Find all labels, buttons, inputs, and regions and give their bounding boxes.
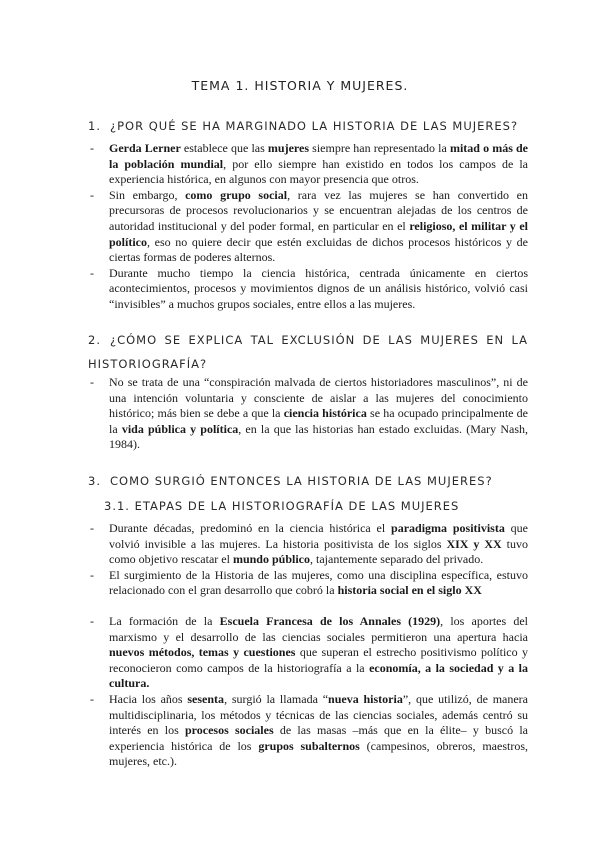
text-run: que volvió invisible a las mujeres. La historia positivista de los siglos [109, 521, 528, 551]
text-run: , tajantemente separado del privado. [310, 552, 484, 567]
text-run: , en la que las historias han estado excluidas. (Mary Nash, 1984). [109, 421, 528, 452]
section-3-number: 3. [88, 474, 101, 488]
section-2-list [88, 375, 528, 453]
bold-text: ciencia histórica [283, 406, 367, 421]
text-run: siempre han representado la [309, 141, 450, 155]
text-run: La formación de la [109, 614, 220, 628]
text-run: que superan el estrecho positivismo político y reconocieron como campos de la historiografía a la [109, 645, 528, 675]
text-run: El surgimiento de la Historia de las mujeres, como una disciplina específica, estuvo relacionado con el gran desarrollo que cobró la [109, 567, 528, 598]
list-item-text [109, 188, 528, 264]
text-run: (campesinos, obreros, maestros, mujeres, etc.). [109, 738, 528, 769]
list-item-text [109, 266, 528, 311]
bold-text: economía, a la sociedad y a la cultura. [109, 660, 529, 691]
text-run: ”, que utilizó, de manera multidisciplinaria, los métodos y técnicas de las ciencias sociales, además centró su interés en los [109, 691, 529, 738]
bold-text: grupos subalternos [258, 738, 360, 753]
page-title: TEMA 1. HISTORIA Y MUJERES. [191, 78, 409, 93]
list-item: - Gerda Lerner establece que las mujeres siempre han representado la mitad o más de la población mundial, por ello siempre han existido en todos los campos de la experiencia histórica, en algunos con mayor presencia que otros. [90, 141, 529, 187]
text-run: , surgió la llamada “ [224, 691, 329, 706]
list-item: - Durante mucho tiempo la ciencia histórica, centrada únicamente en ciertos acontecimientos, procesos y movimientos dignos de un análisis histórico, volvió casi “invisibles” a muchos grupos sociales, entre ellos a las mujeres. [90, 265, 528, 311]
section-2-number: 2. [88, 333, 101, 347]
section-2-heading [88, 328, 528, 376]
bold-text: Escuela Francesa de los Annales (1929) [219, 614, 441, 628]
list-item: - Sin embargo, como grupo social, rara vez las mujeres se han convertido en precursoras de procesos revolucionarios y se encuentran alejadas de los centros de autoridad institucional y del poder formal, en particular en el religioso, el militar y el político, eso no quiere decir que estén excluidas de dichos procesos históricos y de ciertas formas de poderes alternos. [90, 187, 529, 265]
list-item-text [109, 614, 528, 690]
section-3-title: COMO SURGIÓ ENTONCES LA HISTORIA DE LAS MUJERES? [110, 474, 493, 488]
list-item: - Durante décadas, predominó en la ciencia histórica el paradigma positivista que volvió invisible a las mujeres. La historia positivista de los siglos XIX y XX tuvo como objetivo rescatar el mundo público, tajantemente separado del privado. [90, 521, 528, 567]
bold-text: vida pública y política [121, 421, 239, 436]
bold-text: sesenta [187, 691, 225, 706]
text-run: , por ello siempre han existido en todos los campos de la experiencia histórica, en algunos con mayor presencia que otros. [109, 156, 528, 187]
bold-text: nueva historia [328, 691, 403, 706]
text-run: Durante mucho tiempo la ciencia histórica, centrada únicamente en ciertos acontecimientos, procesos y movimientos dignos de un análisis histórico, volvió casi “invisibles” a muchos grupos sociales, entre ellos a las mujeres. [109, 265, 528, 311]
bold-text: historia social en el siglo XX [337, 583, 482, 598]
list-item: - No se trata de una “conspiración malvada de ciertos historiadores masculinos”, ni de una intención voluntaria y consciente de aislar a las mujeres del conocimiento histórico; más bien se debe a que la ciencia histórica se ha ocupado principalmente de la vida pública y política, en la que las historias han estado excluidas. (Mary Nash, 1984). [90, 375, 528, 452]
section-3-list-continued [88, 614, 528, 770]
list-item-text [109, 375, 528, 451]
list-item-text [109, 568, 528, 598]
text-run: No se trata de una “conspiración malvada de ciertos historiadores masculinos”, ni de una intención voluntaria y consciente de aislar a las mujeres del conocimiento histórico; más bien se debe a que la [109, 375, 528, 421]
list-item: - Hacia los años sesenta, surgió la llamada “nueva historia”, que utilizó, de manera multidisciplinaria, los métodos y técnicas de las ciencias sociales, además centró su interés en los procesos sociales de las masas –más que en la élite– y buscó la experiencia histórica de los grupos subalternos (campesinos, obreros, maestros, mujeres, etc.). [90, 691, 529, 769]
bold-text: paradigma positivista [391, 521, 505, 535]
bold-text: Gerda Lerner [109, 141, 181, 155]
bold-text: mundo público [232, 552, 310, 567]
text-run: establece que las [180, 141, 268, 155]
list-item: - El surgimiento de la Historia de las mujeres, como una disciplina específica, estuvo relacionado con el gran desarrollo que cobró la historia social en el siglo XX [90, 567, 528, 598]
bold-text: XIX y XX [446, 536, 502, 551]
text-run: Durante décadas, predominó en la ciencia histórica el [109, 521, 392, 535]
bold-text: mujeres [267, 141, 310, 155]
text-run: se ha ocupado principalmente de la [109, 406, 528, 436]
list-item-text [109, 141, 528, 186]
section-1-number: 1. [88, 119, 101, 133]
bold-text: mitad o más de la población mundial [109, 141, 529, 171]
text-run: , eso no quiere decir que estén excluidas de dichos procesos históricos y de ciertas formas de poderes alternos. [109, 234, 528, 265]
bold-text: como grupo social [185, 187, 288, 202]
section-3-list [88, 521, 528, 599]
bold-text: procesos sociales [184, 723, 274, 738]
section-1-list [88, 141, 528, 313]
section-1-heading [88, 119, 528, 133]
section-1-title: ¿POR QUÉ SE HA MARGINADO LA HISTORIA DE LAS MUJERES? [110, 119, 519, 133]
list-item-text [109, 692, 528, 768]
section-2-title: ¿CÓMO SE EXPLICA TAL EXCLUSIÓN DE LAS MUJERES EN LA HISTORIOGRAFÍA? [88, 333, 528, 371]
list-item-text [109, 521, 528, 566]
section-3-heading [88, 474, 528, 488]
text-run: tuvo como objetivo rescatar el [109, 536, 528, 567]
text-run: , los aportes del marxismo y el desarrollo de las ciencias sociales permitieron una apertura hacia [109, 614, 528, 644]
text-run: Hacia los años [109, 691, 188, 706]
text-run: de las masas –más que en la élite– y buscó la experiencia histórica de los [109, 723, 528, 753]
bold-text: religioso, el militar y el político [109, 218, 529, 249]
text-run: Sin embargo, [109, 187, 186, 202]
subsection-3-1-heading: 3.1. ETAPAS DE LA HISTORIOGRAFÍA DE LAS MUJERES [104, 499, 460, 513]
bold-text: nuevos métodos, temas y cuestiones [109, 645, 296, 660]
text-run: , rara vez las mujeres se han convertido en precursoras de procesos revolucionarios y se encuentran alejadas de los centros de autoridad institucional y del poder formal, en particular en el [109, 187, 528, 233]
list-item: - La formación de la Escuela Francesa de los Annales (1929), los aportes del marxismo y el desarrollo de las ciencias sociales permitieron una apertura hacia nuevos métodos, temas y cuestiones que superan el estrecho positivismo político y reconocieron como campos de la historiografía a la economía, a la sociedad y a la cultura. [90, 614, 529, 691]
